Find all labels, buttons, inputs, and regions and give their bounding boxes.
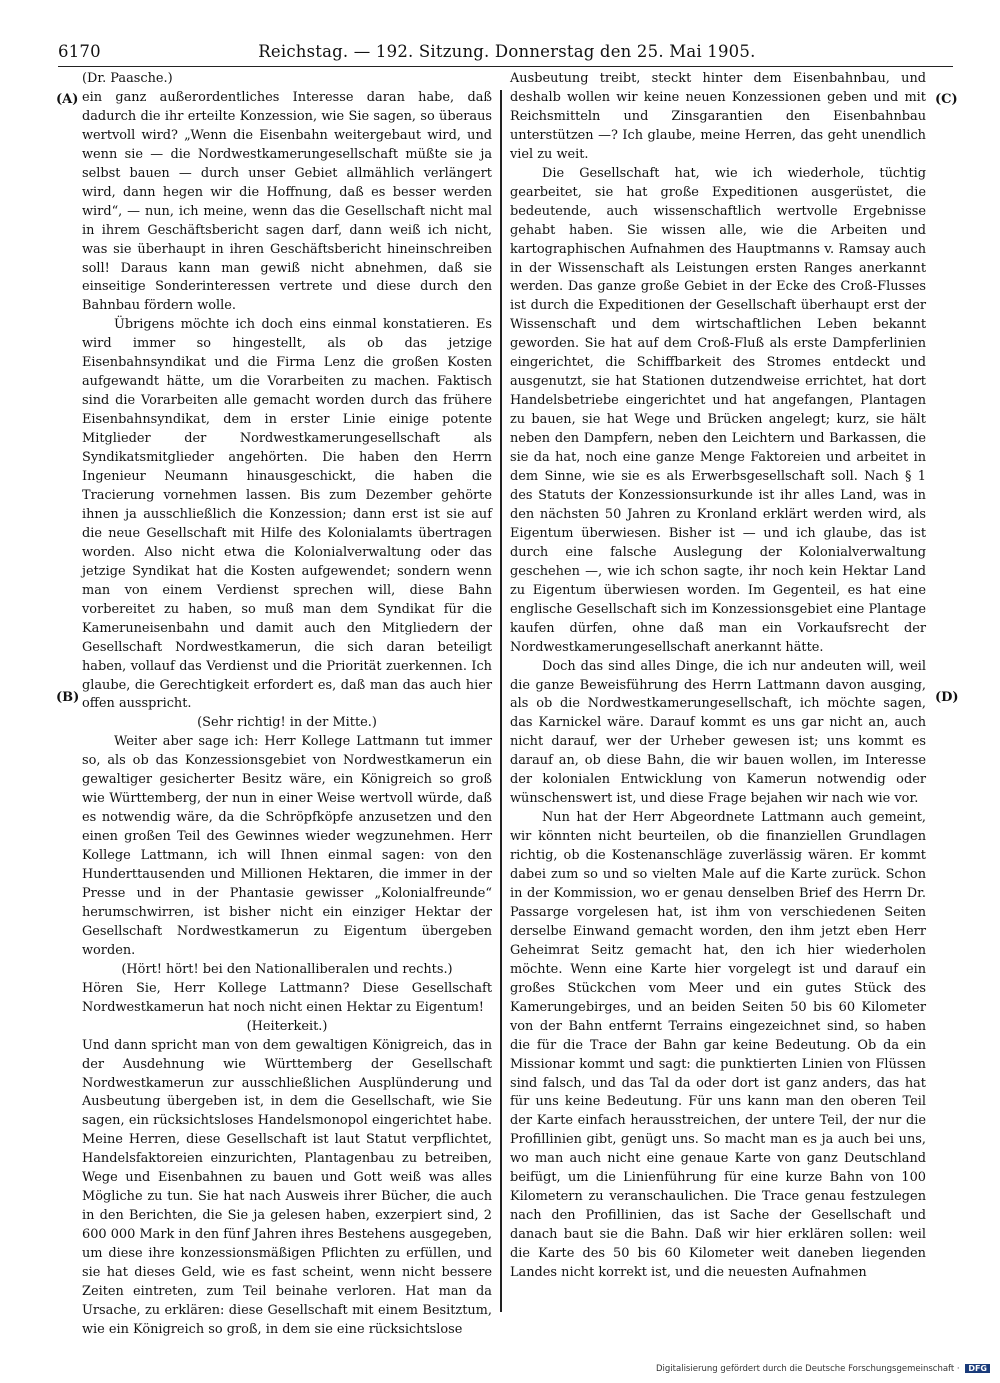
paragraph: Und dann spricht man von dem gewaltigen Königreich, das in der Ausdehnung wie Württemberg der Gesellschaft Nordwestkamerun zur ausschließlichen Ausplünderung und Ausbeutung übergeben ist, in dem die Gesellschaft, wie Sie sagen, ein rücksichtsloses Handelsmonopol eingerichtet habe. Meine Herren, diese Gesellschaft ist laut Statut verpflichtet, Handelsfaktoreien einzurichten, Plantagenbau zu betreiben, Wege und Eisenbahnen zu bauen und Gott weiß was alles Mögliche zu tun. Sie hat nach Ausweis ihrer Bücher, die auch in den Berichten, die Sie ja gelesen haben, exzerpiert sind, 2 600 000 Mark in den fünf Jahren ihres Bestehens ausgegeben, um diese ihre konzessionsmäßigen Pflichten zu erfüllen, und sie hat dieses Geld, wie es fast scheint, wenn nicht bessere Zeiten eintreten, zum Teil beinahe verloren. Hat man da Ursache, zu erklären: diese Gesellschaft mit einem Besitztum, wie ein Königreich so groß, in dem sie eine rücksichtslose <box>82 1037 492 1337</box>
margin-marker-b: (B) <box>56 690 80 705</box>
paragraph: Die Gesellschaft hat, wie ich wiederhole, tüchtig gearbeitet, sie hat große Expeditionen ausgerüstet, die bedeutende, auch wissenschaftlich wertvolle Ergebnisse gehabt haben. Sie wissen alle, wie die Arbeiten und kartographischen Aufnahmen des Hauptmanns v. Ramsay auch in der Wissenschaft als Leistungen ersten Ranges anerkannt werden. Das ganze große Gebiet in der Ecke des Croß-Flusses ist durch die Expeditionen der Gesellschaft überhaupt erst der Wissenschaft und dem wirtschaftlichen Leben bekannt geworden. Sie hat auf dem Croß-Fluß als erste Dampferlinien eingerichtet, die Schiffbarkeit des Stromes entdeckt und ausgenutzt, sie hat Stationen dutzendweise errichtet, hat dort Handelsbetriebe eingerichtet und hat angefangen, Plantagen zu bauen, sie hat Wege und Brücken angelegt; kurz, sie hält neben den Dampfern, neben den Leichtern und Barkassen, die sie da hat, noch eine ganze Menge Faktoreien und arbeitet in dem Sinne, wie sie es als Erwerbsgesellschaft soll. Nach § 1 des Statuts der Konzessionsurkunde ist ihr alles Land, was in den nächsten 50 Jahren zu Kronland erklärt werden wird, als Eigentum überwiesen. Bisher ist — und ich glaube, das ist durch eine falsche Auslegung der Kolonialverwaltung geschehen —, wie ich schon sagte, ihr noch kein Hektar Land zu Eigentum überwiesen worden. Im Gegenteil, es hat eine englische Gesellschaft sich im Konzessionsgebiet eine Plantage kaufen dürfen, ohne daß man ein Vorkaufsrecht der Nordwestkamerungesellschaft anerkannt hätte. <box>510 165 926 655</box>
page-header <box>58 42 953 61</box>
speaker-label: (Dr. Paasche.) <box>82 71 173 86</box>
dfg-logo: DFG <box>965 1364 990 1373</box>
left-column <box>82 70 492 1340</box>
interjection: (Heiterkeit.) <box>246 1018 328 1034</box>
paragraph: Hören Sie, Herr Kollege Lattmann? Diese Gesellschaft Nordwestkamerun hat noch nicht einen Hektar zu Eigentum! <box>82 980 492 1015</box>
paragraph: Ausbeutung treibt, steckt hinter dem Eisenbahnbau, und deshalb wollen wir keine neuen Konzessionen geben und mit Reichsmitteln und Zinsgarantien den Eisenbahnbau unterstützen —? Ich glaube, meine Herren, das geht unendlich viel zu weit. <box>510 71 926 162</box>
margin-marker-d: (D) <box>935 690 959 705</box>
running-title: Reichstag. — 192. Sitzung. Donnerstag den 25. Mai 1905. <box>258 42 756 61</box>
header-rule <box>58 66 953 67</box>
right-column <box>510 70 926 1283</box>
page-number: 6170 <box>58 42 101 61</box>
interjection: (Hört! hört! bei den Nationalliberalen und rechts.) <box>121 961 453 977</box>
footer-credit <box>610 1364 990 1374</box>
margin-marker-a: (A) <box>56 92 79 107</box>
paragraph: Weiter aber sage ich: Herr Kollege Lattmann tut immer so, als ob das Konzessionsgebiet von Nordwestkamerun ein gewaltiger gesicherter Besitz wäre, ein Königreich so groß wie Württemberg, der nun in einer Weise wertvoll würde, daß es notwendig wäre, da die Schröpfköpfe anzusetzen und den einen großen Teil des Gewinnes wieder wegzunehmen. Herr Kollege Lattmann, ich will Ihnen einmal sagen: von den Hunderttausenden und Millionen Hektaren, die immer in der Presse und in der Phantasie gewisser „Kolonialfreunde“ herumschwirren, ist bisher nicht ein einziger Hektar der Gesellschaft Nordwestkamerun zu Eigentum übergeben worden. <box>82 734 492 958</box>
paragraph: Übrigens möchte ich doch eins einmal konstatieren. Es wird immer so hingestellt, als ob das jetzige Eisenbahnsyndikat und die Firma Lenz die großen Kosten aufgewandt hätte, um die Vorarbeiten zu machen. Faktisch sind die Vorarbeiten alle gemacht worden durch das frühere Eisenbahnsyndikat, dem in erster Linie einige potente Mitglieder der Nordwestkamerungesellschaft als Syndikatsmitglieder angehörten. Die haben den Herrn Ingenieur Neumann hinausgeschickt, die haben die Tracierung vornehmen lassen. Bis zum Dezember gehörte ihnen ja ausschließlich die Konzession; dann erst ist sie auf die neue Gesellschaft mit Hilfe des Kolonialamts übertragen worden. Also nicht etwa die Kolonialverwaltung oder das jetzige Syndikat hat die Kosten aufgewendet; sondern wenn man von einem Verdienst sprechen will, diese Bahn vorbereitet zu haben, so muß man dem Syndikat für die Kameruneisenbahn und damit auch den Mitgliedern der Gesellschaft Nordwestkamerun, die sich daran beteiligt haben, vollauf das Verdienst und die Priorität zuerkennen. Ich glaube, die Gerechtigkeit erfordert es, daß man das auch hier offen ausspricht. <box>82 317 492 712</box>
footer-text: Digitalisierung gefördert durch die Deutsche Forschungsgemeinschaft · <box>656 1364 960 1374</box>
paragraph: ein ganz außerordentliches Interesse daran habe, daß dadurch die ihr erteilte Konzession, wie Sie sagen, so überaus wertvoll wird? „Wenn die Eisenbahn weitergebaut wird, und wenn sie — die Nordwestkamerungesellschaft müßte sie ja selbst bauen — durch unser Gebiet allmählich verlängert wird, dann hegen wir die Hoffnung, daß es besser werden wird“, — nun, ich meine, wenn das die Gesellschaft nicht mal in ihrem Geschäftsbericht sagen darf, dann weiß ich nicht, was sie überhaupt in ihren Geschäftsbericht hineinschreiben soll! Daraus kann man gewiß nicht abnehmen, daß sie einseitige Sonderinteressen vertrete und diese durch den Bahnbau fördern wolle. <box>82 89 492 314</box>
column-divider <box>500 90 502 1312</box>
margin-marker-c: (C) <box>935 92 958 107</box>
paragraph: Doch das sind alles Dinge, die ich nur andeuten will, weil die ganze Beweisführung des Herrn Lattmann davon ausging, als ob die Nordwestkamerungesellschaft, ich möchte sagen, das Karnickel wäre. Darauf kommt es uns gar nicht an, auch nicht darauf, wer der Urheber gewesen ist; uns kommt es darauf an, ob diese Bahn, die wir bauen wollen, im Interesse der kolonialen Entwicklung von Kamerun notwendig oder wünschenswert ist, und diese Frage bejahen wir nach wie vor. <box>510 658 926 807</box>
paragraph: Nun hat der Herr Abgeordnete Lattmann auch gemeint, wir könnten nicht beurteilen, ob die finanziellen Grundlagen richtig, ob die Kostenanschläge zuverlässig wären. Er kommt dabei zum so und so vielten Male auf die Karte zurück. Schon in der Kommission, wo er genau denselben Brief des Herrn Dr. Passarge vorgelesen hat, ist ihm von verschiedenen Seiten derselbe Einwand gemacht worden, den ihm jetzt eben Herr Geheimrat Seitz gemacht hat, den ich hier wiederholen möchte. Wenn eine Karte hier vorgelegt ist und darauf ein großes Stückchen vom Meer und ein gutes Stück des Kamerungebirges, und an beiden Seiten 50 bis 60 Kilometer von der Bahn entfernt Terrains eingezeichnet sind, so haben die für die Trace der Bahn gar keine Bedeutung. Ob da ein Missionar kommt und sagt: die punktierten Linien von Flüssen sind falsch, und das Tal da oder dort ist ganz anders, das hat für uns keine Bedeutung. Für uns kann man den oberen Teil der Karte einfach herausstreichen, der untere Teil, der nur die Profillinien gibt, genügt uns. So macht man es ja auch bei uns, wo man auch nicht eine genaue Karte von ganz Deutschland beifügt, um die Linienführung für eine kurze Bahn von 100 Kilometern zu veranschaulichen. Die Trace genau festzulegen nach den Profillinien, das ist Sache der Gesellschaft und danach baut sie die Bahn. Daß wir hier erklären sollen: weil die Karte des 50 bis 60 Kilometer weit daneben liegenden Landes nicht korrekt ist, und die neuesten Aufnahmen <box>510 810 926 1281</box>
interjection: (Sehr richtig! in der Mitte.) <box>197 715 377 731</box>
